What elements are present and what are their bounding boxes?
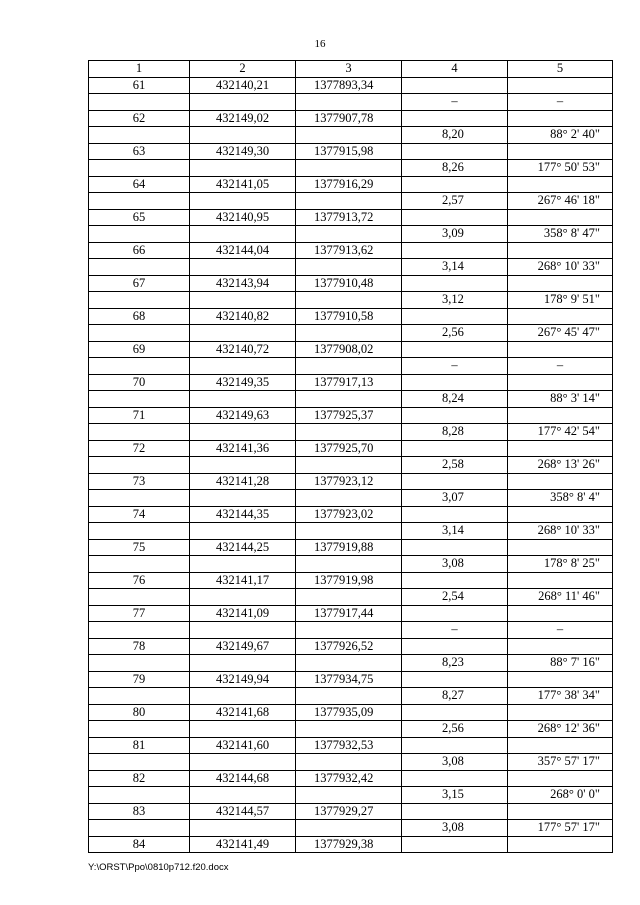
x-coordinate-cell: 432140,21 bbox=[190, 77, 296, 94]
y-coordinate-cell: 1377929,38 bbox=[296, 836, 402, 853]
y-coordinate-cell bbox=[296, 721, 402, 738]
header-cell-4: 4 bbox=[402, 61, 508, 78]
distance-cell bbox=[402, 539, 508, 556]
x-coordinate-cell: 432140,82 bbox=[190, 308, 296, 325]
bearing-cell bbox=[508, 671, 613, 688]
distance-cell: 3,08 bbox=[402, 754, 508, 771]
x-coordinate-cell: 432141,49 bbox=[190, 836, 296, 853]
y-coordinate-cell bbox=[296, 589, 402, 606]
point-row bbox=[89, 374, 613, 391]
point-number-cell bbox=[89, 655, 190, 672]
bearing-cell bbox=[508, 110, 613, 127]
x-coordinate-cell bbox=[190, 622, 296, 639]
point-number-cell: 77 bbox=[89, 605, 190, 622]
y-coordinate-cell: 1377925,70 bbox=[296, 440, 402, 457]
point-number-cell bbox=[89, 556, 190, 573]
x-coordinate-cell: 432149,30 bbox=[190, 143, 296, 160]
segment-row bbox=[89, 358, 613, 375]
distance-cell: 8,23 bbox=[402, 655, 508, 672]
bearing-cell bbox=[508, 704, 613, 721]
point-row bbox=[89, 704, 613, 721]
bearing-cell bbox=[508, 77, 613, 94]
y-coordinate-cell bbox=[296, 787, 402, 804]
y-coordinate-cell: 1377915,98 bbox=[296, 143, 402, 160]
x-coordinate-cell bbox=[190, 655, 296, 672]
bearing-cell bbox=[508, 308, 613, 325]
distance-cell: 3,08 bbox=[402, 820, 508, 837]
x-coordinate-cell: 432144,04 bbox=[190, 242, 296, 259]
bearing-cell bbox=[508, 209, 613, 226]
bearing-cell: 268° 0' 0" bbox=[508, 787, 613, 804]
bearing-cell bbox=[508, 374, 613, 391]
bearing-cell: – bbox=[508, 622, 613, 639]
point-row bbox=[89, 803, 613, 820]
distance-cell bbox=[402, 638, 508, 655]
bearing-cell: 268° 13' 26" bbox=[508, 457, 613, 474]
y-coordinate-cell bbox=[296, 424, 402, 441]
bearing-cell bbox=[508, 473, 613, 490]
bearing-cell bbox=[508, 506, 613, 523]
y-coordinate-cell bbox=[296, 193, 402, 210]
y-coordinate-cell: 1377919,88 bbox=[296, 539, 402, 556]
x-coordinate-cell bbox=[190, 754, 296, 771]
point-number-cell: 79 bbox=[89, 671, 190, 688]
y-coordinate-cell bbox=[296, 226, 402, 243]
point-number-cell bbox=[89, 358, 190, 375]
x-coordinate-cell: 432141,60 bbox=[190, 737, 296, 754]
y-coordinate-cell: 1377910,48 bbox=[296, 275, 402, 292]
point-number-cell: 73 bbox=[89, 473, 190, 490]
point-row bbox=[89, 407, 613, 424]
x-coordinate-cell: 432149,63 bbox=[190, 407, 296, 424]
point-row bbox=[89, 671, 613, 688]
point-number-cell bbox=[89, 754, 190, 771]
x-coordinate-cell: 432143,94 bbox=[190, 275, 296, 292]
distance-cell: 2,56 bbox=[402, 325, 508, 342]
point-row bbox=[89, 638, 613, 655]
bearing-cell: 177° 38' 34" bbox=[508, 688, 613, 705]
segment-row bbox=[89, 721, 613, 738]
x-coordinate-cell bbox=[190, 325, 296, 342]
point-row bbox=[89, 143, 613, 160]
y-coordinate-cell: 1377932,53 bbox=[296, 737, 402, 754]
y-coordinate-cell: 1377917,13 bbox=[296, 374, 402, 391]
x-coordinate-cell bbox=[190, 226, 296, 243]
distance-cell bbox=[402, 209, 508, 226]
bearing-cell: 268° 10' 33" bbox=[508, 259, 613, 276]
distance-cell bbox=[402, 770, 508, 787]
x-coordinate-cell: 432140,72 bbox=[190, 341, 296, 358]
y-coordinate-cell bbox=[296, 556, 402, 573]
point-number-cell bbox=[89, 490, 190, 507]
point-number-cell: 65 bbox=[89, 209, 190, 226]
point-number-cell bbox=[89, 325, 190, 342]
point-number-cell bbox=[89, 688, 190, 705]
x-coordinate-cell bbox=[190, 160, 296, 177]
distance-cell: 3,14 bbox=[402, 523, 508, 540]
header-cell-5: 5 bbox=[508, 61, 613, 78]
y-coordinate-cell: 1377907,78 bbox=[296, 110, 402, 127]
bearing-cell: 88° 3' 14" bbox=[508, 391, 613, 408]
distance-cell bbox=[402, 605, 508, 622]
distance-cell bbox=[402, 704, 508, 721]
bearing-cell: 177° 57' 17" bbox=[508, 820, 613, 837]
x-coordinate-cell: 432149,94 bbox=[190, 671, 296, 688]
y-coordinate-cell bbox=[296, 325, 402, 342]
y-coordinate-cell: 1377923,02 bbox=[296, 506, 402, 523]
distance-cell: – bbox=[402, 622, 508, 639]
point-row bbox=[89, 275, 613, 292]
distance-cell bbox=[402, 275, 508, 292]
segment-row bbox=[89, 589, 613, 606]
bearing-cell: 357° 57' 17" bbox=[508, 754, 613, 771]
segment-row bbox=[89, 94, 613, 111]
point-number-cell bbox=[89, 94, 190, 111]
y-coordinate-cell: 1377923,12 bbox=[296, 473, 402, 490]
y-coordinate-cell: 1377916,29 bbox=[296, 176, 402, 193]
y-coordinate-cell bbox=[296, 94, 402, 111]
point-number-cell: 84 bbox=[89, 836, 190, 853]
y-coordinate-cell: 1377932,42 bbox=[296, 770, 402, 787]
y-coordinate-cell bbox=[296, 655, 402, 672]
bearing-cell bbox=[508, 539, 613, 556]
bearing-cell bbox=[508, 176, 613, 193]
point-number-cell: 81 bbox=[89, 737, 190, 754]
y-coordinate-cell bbox=[296, 490, 402, 507]
coordinates-table bbox=[88, 60, 613, 853]
segment-row bbox=[89, 688, 613, 705]
point-number-cell bbox=[89, 820, 190, 837]
y-coordinate-cell: 1377908,02 bbox=[296, 341, 402, 358]
distance-cell bbox=[402, 242, 508, 259]
point-row bbox=[89, 176, 613, 193]
segment-row bbox=[89, 391, 613, 408]
x-coordinate-cell: 432141,28 bbox=[190, 473, 296, 490]
distance-cell bbox=[402, 473, 508, 490]
x-coordinate-cell bbox=[190, 94, 296, 111]
bearing-cell: 268° 12' 36" bbox=[508, 721, 613, 738]
bearing-cell bbox=[508, 803, 613, 820]
bearing-cell bbox=[508, 770, 613, 787]
distance-cell: – bbox=[402, 94, 508, 111]
point-row bbox=[89, 209, 613, 226]
point-number-cell bbox=[89, 589, 190, 606]
point-number-cell: 67 bbox=[89, 275, 190, 292]
page-number: 16 bbox=[314, 38, 326, 50]
point-number-cell bbox=[89, 160, 190, 177]
x-coordinate-cell: 432144,68 bbox=[190, 770, 296, 787]
point-number-cell bbox=[89, 391, 190, 408]
x-coordinate-cell bbox=[190, 589, 296, 606]
header-cell-3: 3 bbox=[296, 61, 402, 78]
bearing-cell: 178° 8' 25" bbox=[508, 556, 613, 573]
point-row bbox=[89, 341, 613, 358]
bearing-cell bbox=[508, 440, 613, 457]
point-number-cell bbox=[89, 292, 190, 309]
header-cell-2: 2 bbox=[190, 61, 296, 78]
x-coordinate-cell: 432149,02 bbox=[190, 110, 296, 127]
x-coordinate-cell: 432140,95 bbox=[190, 209, 296, 226]
point-number-cell: 72 bbox=[89, 440, 190, 457]
y-coordinate-cell: 1377926,52 bbox=[296, 638, 402, 655]
bearing-cell bbox=[508, 836, 613, 853]
bearing-cell: 177° 50' 53" bbox=[508, 160, 613, 177]
point-number-cell: 66 bbox=[89, 242, 190, 259]
x-coordinate-cell: 432141,17 bbox=[190, 572, 296, 589]
point-row bbox=[89, 506, 613, 523]
distance-cell: 8,20 bbox=[402, 127, 508, 144]
segment-row bbox=[89, 226, 613, 243]
point-row bbox=[89, 308, 613, 325]
distance-cell: 3,09 bbox=[402, 226, 508, 243]
point-number-cell: 70 bbox=[89, 374, 190, 391]
bearing-cell: 358° 8' 4" bbox=[508, 490, 613, 507]
distance-cell bbox=[402, 572, 508, 589]
point-number-cell bbox=[89, 622, 190, 639]
point-number-cell: 63 bbox=[89, 143, 190, 160]
bearing-cell bbox=[508, 638, 613, 655]
segment-row bbox=[89, 259, 613, 276]
point-row bbox=[89, 770, 613, 787]
point-number-cell bbox=[89, 193, 190, 210]
x-coordinate-cell bbox=[190, 490, 296, 507]
distance-cell: 3,07 bbox=[402, 490, 508, 507]
y-coordinate-cell: 1377935,09 bbox=[296, 704, 402, 721]
x-coordinate-cell: 432144,25 bbox=[190, 539, 296, 556]
x-coordinate-cell bbox=[190, 127, 296, 144]
segment-row bbox=[89, 325, 613, 342]
bearing-cell bbox=[508, 605, 613, 622]
segment-row bbox=[89, 820, 613, 837]
point-number-cell bbox=[89, 127, 190, 144]
distance-cell: 3,15 bbox=[402, 787, 508, 804]
x-coordinate-cell bbox=[190, 424, 296, 441]
distance-cell bbox=[402, 803, 508, 820]
distance-cell bbox=[402, 737, 508, 754]
distance-cell bbox=[402, 440, 508, 457]
bearing-cell: 178° 9' 51" bbox=[508, 292, 613, 309]
point-number-cell bbox=[89, 787, 190, 804]
segment-row bbox=[89, 622, 613, 639]
distance-cell: 8,26 bbox=[402, 160, 508, 177]
point-number-cell: 80 bbox=[89, 704, 190, 721]
bearing-cell bbox=[508, 275, 613, 292]
x-coordinate-cell: 432141,09 bbox=[190, 605, 296, 622]
point-row bbox=[89, 440, 613, 457]
distance-cell: 2,54 bbox=[402, 589, 508, 606]
point-number-cell: 62 bbox=[89, 110, 190, 127]
point-number-cell: 68 bbox=[89, 308, 190, 325]
x-coordinate-cell: 432144,35 bbox=[190, 506, 296, 523]
distance-cell: 3,12 bbox=[402, 292, 508, 309]
segment-row bbox=[89, 292, 613, 309]
y-coordinate-cell: 1377929,27 bbox=[296, 803, 402, 820]
bearing-cell bbox=[508, 341, 613, 358]
point-number-cell: 82 bbox=[89, 770, 190, 787]
coordinates-table-body bbox=[89, 61, 613, 853]
bearing-cell: 88° 7' 16" bbox=[508, 655, 613, 672]
table-header-row bbox=[89, 61, 613, 78]
distance-cell bbox=[402, 110, 508, 127]
segment-row bbox=[89, 127, 613, 144]
x-coordinate-cell bbox=[190, 556, 296, 573]
header-cell-1: 1 bbox=[89, 61, 190, 78]
bearing-cell: 88° 2' 40" bbox=[508, 127, 613, 144]
point-number-cell bbox=[89, 721, 190, 738]
distance-cell: 3,08 bbox=[402, 556, 508, 573]
distance-cell bbox=[402, 506, 508, 523]
segment-row bbox=[89, 160, 613, 177]
point-number-cell: 71 bbox=[89, 407, 190, 424]
distance-cell bbox=[402, 176, 508, 193]
bearing-cell: 267° 45' 47" bbox=[508, 325, 613, 342]
y-coordinate-cell: 1377919,98 bbox=[296, 572, 402, 589]
y-coordinate-cell bbox=[296, 754, 402, 771]
x-coordinate-cell bbox=[190, 721, 296, 738]
point-number-cell bbox=[89, 523, 190, 540]
y-coordinate-cell: 1377913,62 bbox=[296, 242, 402, 259]
segment-row bbox=[89, 523, 613, 540]
point-row bbox=[89, 737, 613, 754]
x-coordinate-cell bbox=[190, 787, 296, 804]
y-coordinate-cell bbox=[296, 820, 402, 837]
segment-row bbox=[89, 490, 613, 507]
file-path-footer: Y:\ORST\Ppo\0810p712.f20.docx bbox=[88, 862, 229, 873]
x-coordinate-cell bbox=[190, 688, 296, 705]
y-coordinate-cell: 1377913,72 bbox=[296, 209, 402, 226]
distance-cell: 2,56 bbox=[402, 721, 508, 738]
y-coordinate-cell: 1377925,37 bbox=[296, 407, 402, 424]
y-coordinate-cell bbox=[296, 358, 402, 375]
bearing-cell: – bbox=[508, 358, 613, 375]
bearing-cell: – bbox=[508, 94, 613, 111]
x-coordinate-cell: 432149,35 bbox=[190, 374, 296, 391]
x-coordinate-cell: 432141,05 bbox=[190, 176, 296, 193]
segment-row bbox=[89, 556, 613, 573]
bearing-cell: 268° 10' 33" bbox=[508, 523, 613, 540]
y-coordinate-cell: 1377917,44 bbox=[296, 605, 402, 622]
segment-row bbox=[89, 754, 613, 771]
point-number-cell: 78 bbox=[89, 638, 190, 655]
x-coordinate-cell: 432141,36 bbox=[190, 440, 296, 457]
distance-cell: 2,57 bbox=[402, 193, 508, 210]
y-coordinate-cell bbox=[296, 523, 402, 540]
bearing-cell: 268° 11' 46" bbox=[508, 589, 613, 606]
distance-cell: 8,27 bbox=[402, 688, 508, 705]
point-number-cell: 75 bbox=[89, 539, 190, 556]
y-coordinate-cell bbox=[296, 259, 402, 276]
y-coordinate-cell bbox=[296, 457, 402, 474]
x-coordinate-cell bbox=[190, 391, 296, 408]
y-coordinate-cell bbox=[296, 160, 402, 177]
bearing-cell bbox=[508, 572, 613, 589]
distance-cell bbox=[402, 671, 508, 688]
x-coordinate-cell bbox=[190, 259, 296, 276]
distance-cell: – bbox=[402, 358, 508, 375]
y-coordinate-cell bbox=[296, 688, 402, 705]
distance-cell: 2,58 bbox=[402, 457, 508, 474]
point-number-cell: 69 bbox=[89, 341, 190, 358]
point-number-cell: 83 bbox=[89, 803, 190, 820]
x-coordinate-cell bbox=[190, 292, 296, 309]
point-number-cell bbox=[89, 259, 190, 276]
distance-cell bbox=[402, 77, 508, 94]
x-coordinate-cell bbox=[190, 358, 296, 375]
x-coordinate-cell bbox=[190, 523, 296, 540]
point-row bbox=[89, 473, 613, 490]
point-number-cell bbox=[89, 424, 190, 441]
y-coordinate-cell: 1377910,58 bbox=[296, 308, 402, 325]
distance-cell bbox=[402, 374, 508, 391]
point-row bbox=[89, 572, 613, 589]
x-coordinate-cell bbox=[190, 457, 296, 474]
segment-row bbox=[89, 193, 613, 210]
bearing-cell bbox=[508, 407, 613, 424]
segment-row bbox=[89, 787, 613, 804]
distance-cell bbox=[402, 308, 508, 325]
segment-row bbox=[89, 457, 613, 474]
point-row bbox=[89, 77, 613, 94]
x-coordinate-cell: 432144,57 bbox=[190, 803, 296, 820]
distance-cell bbox=[402, 143, 508, 160]
bearing-cell: 358° 8' 47" bbox=[508, 226, 613, 243]
distance-cell bbox=[402, 836, 508, 853]
point-row bbox=[89, 836, 613, 853]
x-coordinate-cell: 432149,67 bbox=[190, 638, 296, 655]
point-row bbox=[89, 539, 613, 556]
point-number-cell: 76 bbox=[89, 572, 190, 589]
y-coordinate-cell bbox=[296, 622, 402, 639]
distance-cell: 3,14 bbox=[402, 259, 508, 276]
bearing-cell: 267° 46' 18" bbox=[508, 193, 613, 210]
x-coordinate-cell bbox=[190, 820, 296, 837]
bearing-cell: 177° 42' 54" bbox=[508, 424, 613, 441]
point-number-cell: 64 bbox=[89, 176, 190, 193]
bearing-cell bbox=[508, 737, 613, 754]
y-coordinate-cell bbox=[296, 292, 402, 309]
distance-cell bbox=[402, 341, 508, 358]
distance-cell: 8,28 bbox=[402, 424, 508, 441]
x-coordinate-cell bbox=[190, 193, 296, 210]
distance-cell: 8,24 bbox=[402, 391, 508, 408]
point-number-cell: 74 bbox=[89, 506, 190, 523]
segment-row bbox=[89, 655, 613, 672]
bearing-cell bbox=[508, 143, 613, 160]
point-row bbox=[89, 242, 613, 259]
point-number-cell bbox=[89, 226, 190, 243]
point-number-cell bbox=[89, 457, 190, 474]
distance-cell bbox=[402, 407, 508, 424]
y-coordinate-cell: 1377934,75 bbox=[296, 671, 402, 688]
y-coordinate-cell: 1377893,34 bbox=[296, 77, 402, 94]
point-row bbox=[89, 110, 613, 127]
segment-row bbox=[89, 424, 613, 441]
point-number-cell: 61 bbox=[89, 77, 190, 94]
point-row bbox=[89, 605, 613, 622]
x-coordinate-cell: 432141,68 bbox=[190, 704, 296, 721]
y-coordinate-cell bbox=[296, 391, 402, 408]
y-coordinate-cell bbox=[296, 127, 402, 144]
bearing-cell bbox=[508, 242, 613, 259]
